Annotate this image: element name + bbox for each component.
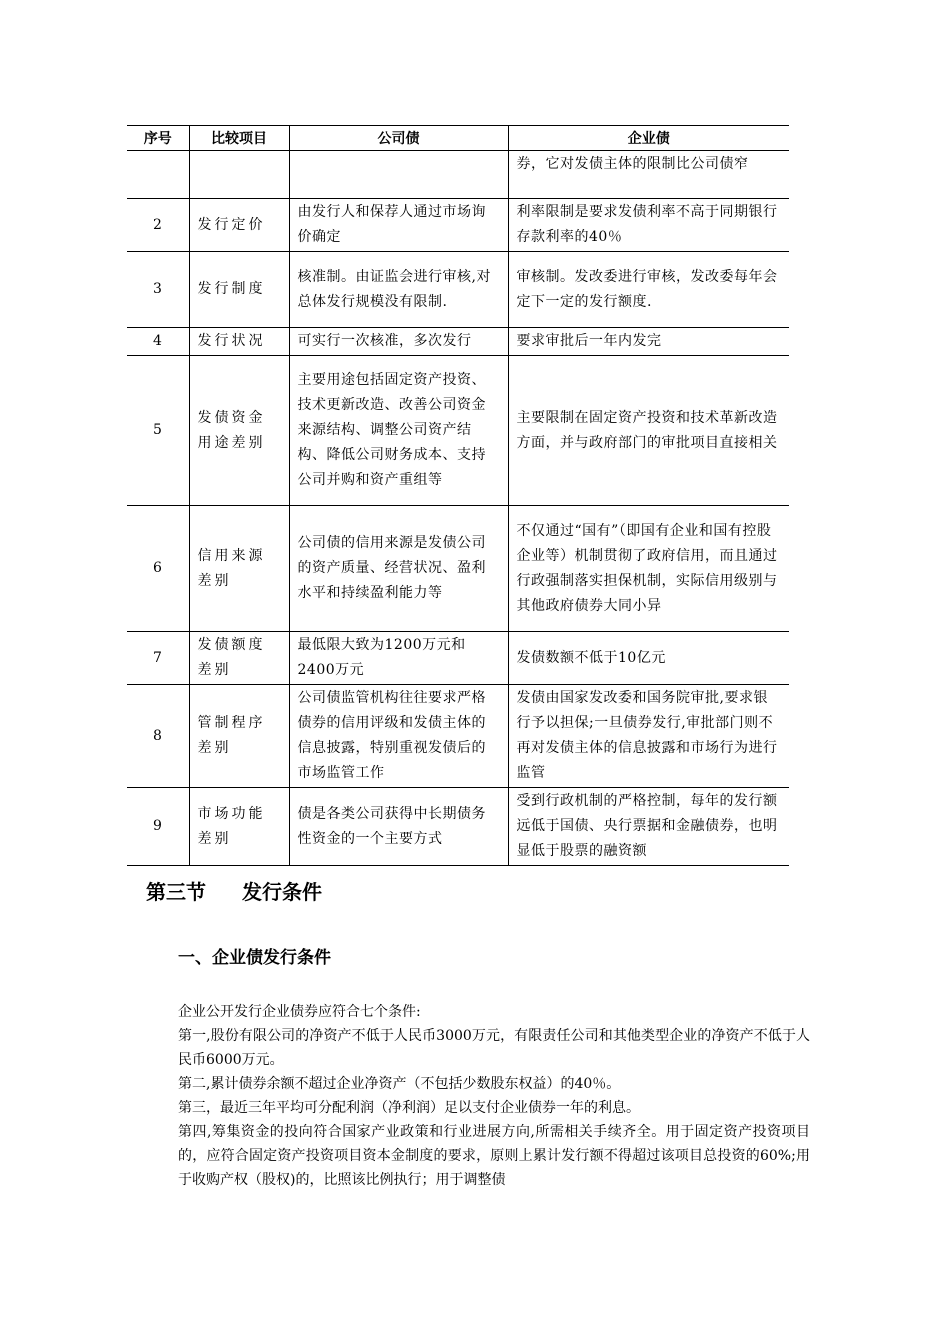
row-enterprise-bond: 券，它对发债主体的限制比公司债窄 bbox=[508, 151, 789, 199]
row-number bbox=[127, 151, 189, 199]
row-number: 7 bbox=[127, 632, 189, 685]
table-row bbox=[127, 151, 789, 199]
table-row bbox=[127, 252, 789, 328]
row-item: 市场功能差别 bbox=[189, 788, 289, 866]
paragraph: 第二,累计债券余额不超过企业净资产（不包括少数股东权益）的40％。 bbox=[178, 1076, 621, 1092]
row-number: 2 bbox=[127, 199, 189, 252]
header-item: 比较项目 bbox=[189, 126, 289, 151]
row-number: 5 bbox=[127, 356, 189, 506]
table-row bbox=[127, 788, 789, 866]
row-corporate-bond: 由发行人和保荐人通过市场询价确定 bbox=[289, 199, 508, 252]
row-enterprise-bond: 不仅通过“国有”（即国有企业和国有控股企业等）机制贯彻了政府信用，而且通过行政强制落实担保机制，实际信用级别与其他政府债券大同小异 bbox=[508, 506, 789, 632]
row-corporate-bond: 最低限大致为1200万元和2400万元 bbox=[289, 632, 508, 685]
table-row bbox=[127, 328, 789, 356]
table-row bbox=[127, 356, 789, 506]
row-corporate-bond: 主要用途包括固定资产投资、技术更新改造、改善公司资金来源结构、调整公司资产结构、降低公司财务成本、支持公司并购和资产重组等 bbox=[289, 356, 508, 506]
row-enterprise-bond: 受到行政机制的严格控制，每年的发行额远低于国债、央行票据和金融债券，也明显低于股票的融资额 bbox=[508, 788, 789, 866]
subsection-heading: 一、企业债发行条件 bbox=[178, 948, 331, 968]
row-item: 发行状况 bbox=[189, 328, 289, 356]
row-item: 发行定价 bbox=[189, 199, 289, 252]
header-index: 序号 bbox=[127, 126, 189, 151]
row-item: 发债资金用途差别 bbox=[189, 356, 289, 506]
row-item bbox=[189, 151, 289, 199]
table-row bbox=[127, 632, 789, 685]
row-enterprise-bond: 审核制。发改委进行审核，发改委每年会定下一定的发行额度. bbox=[508, 252, 789, 328]
row-corporate-bond: 公司债监管机构往往要求严格债券的信用评级和发债主体的信息披露，特别重视发债后的市场监管工作 bbox=[289, 685, 508, 788]
paragraph: 第四,筹集资金的投向符合国家产业政策和行业进展方向,所需相关手续齐全。用于固定资产投资项目的，应符合固定资产投资项目资本金制度的要求，原则上累计发行额不得超过该项目总投资的60%;用于收购产权（股权)的，比照该比例执行；用于调整债 bbox=[178, 1124, 810, 1188]
row-corporate-bond: 公司债的信用来源是发债公司的资产质量、经营状况、盈利水平和持续盈利能力等 bbox=[289, 506, 508, 632]
header-corporate-bond: 公司债 bbox=[289, 126, 508, 151]
row-enterprise-bond: 发债由国家发改委和国务院审批,要求银行予以担保;一旦债券发行,审批部门则不再对发债主体的信息披露和市场行为进行监管 bbox=[508, 685, 789, 788]
row-corporate-bond: 可实行一次核准，多次发行 bbox=[289, 328, 508, 356]
paragraph: 企业公开发行企业债券应符合七个条件: bbox=[178, 1004, 421, 1020]
row-item: 发行制度 bbox=[189, 252, 289, 328]
section-title: 发行条件 bbox=[242, 880, 322, 904]
paragraph: 第一,股份有限公司的净资产不低于人民币3000万元，有限责任公司和其他类型企业的净资产不低于人民币6000万元。 bbox=[178, 1028, 810, 1068]
row-item: 管制程序差别 bbox=[189, 685, 289, 788]
table-header-row bbox=[127, 126, 789, 151]
row-number: 8 bbox=[127, 685, 189, 788]
row-corporate-bond bbox=[289, 151, 508, 199]
body-text bbox=[178, 1000, 810, 1192]
comparison-table bbox=[127, 125, 789, 866]
header-enterprise-bond: 企业债 bbox=[508, 126, 789, 151]
row-enterprise-bond: 利率限制是要求发债利率不高于同期银行存款利率的40％ bbox=[508, 199, 789, 252]
row-number: 3 bbox=[127, 252, 189, 328]
row-number: 6 bbox=[127, 506, 189, 632]
table-row bbox=[127, 199, 789, 252]
row-item: 信用来源差别 bbox=[189, 506, 289, 632]
paragraph: 第三，最近三年平均可分配利润（净利润）足以支付企业债券一年的利息。 bbox=[178, 1100, 640, 1116]
table-row bbox=[127, 685, 789, 788]
row-number: 4 bbox=[127, 328, 189, 356]
row-corporate-bond: 核准制。由证监会进行审核,对总体发行规模没有限制. bbox=[289, 252, 508, 328]
section-number: 第三节 bbox=[146, 880, 206, 904]
row-enterprise-bond: 发债数额不低于10亿元 bbox=[508, 632, 789, 685]
row-corporate-bond: 债是各类公司获得中长期债务性资金的一个主要方式 bbox=[289, 788, 508, 866]
row-item: 发债额度差别 bbox=[189, 632, 289, 685]
section-heading bbox=[146, 876, 322, 905]
table-row bbox=[127, 506, 789, 632]
row-enterprise-bond: 要求审批后一年内发完 bbox=[508, 328, 789, 356]
row-enterprise-bond: 主要限制在固定资产投资和技术革新改造方面，并与政府部门的审批项目直接相关 bbox=[508, 356, 789, 506]
row-number: 9 bbox=[127, 788, 189, 866]
